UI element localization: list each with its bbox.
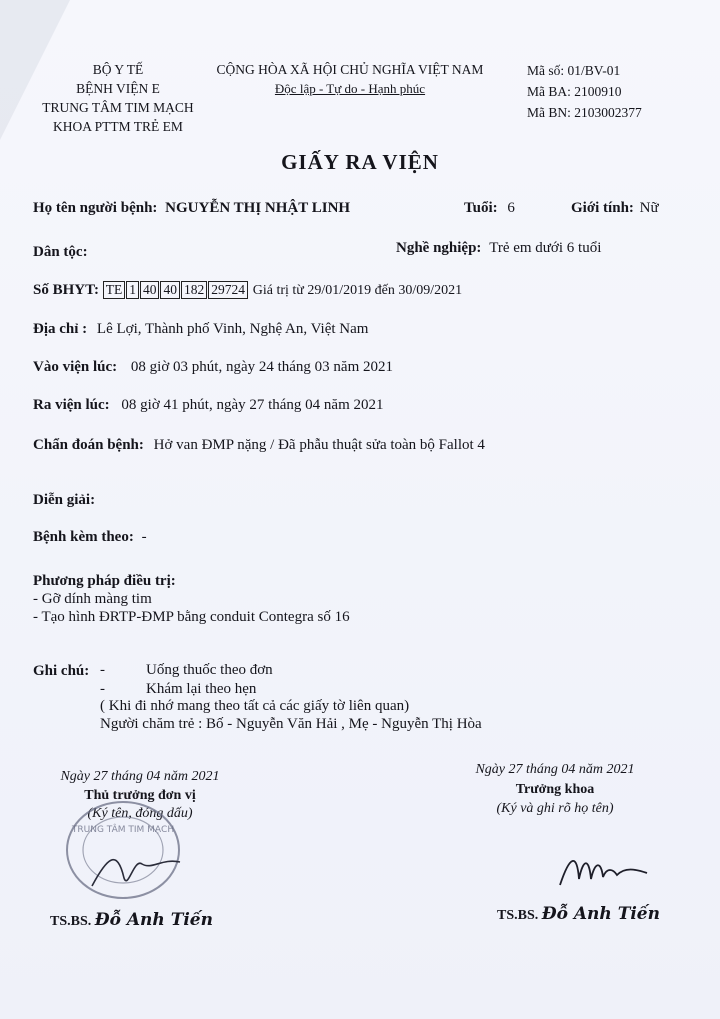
left-signer-name: Đỗ Anh Tiến: [94, 910, 213, 930]
comorbidity-label: Bệnh kèm theo:: [33, 529, 134, 545]
patient-name: NGUYỄN THỊ NHẬT LINH: [165, 200, 351, 216]
form-code: Mã số: 01/BV-01: [527, 63, 621, 78]
note-item: Khám lại theo hẹn: [146, 681, 257, 697]
insurance-box: TE: [103, 281, 126, 299]
nation-name: CỘNG HÒA XÃ HỘI CHỦ NGHĨA VIỆT NAM: [216, 62, 484, 77]
national-motto: Độc lập - Tự do - Hạnh phúc: [274, 81, 426, 96]
notes-dash: -: [100, 662, 105, 678]
official-stamp: [62, 798, 184, 903]
diagnosis-value: Hở van ĐMP nặng / Đã phẫu thuật sửa toàn bộ Fallot 4: [153, 437, 485, 453]
comorbidity-row: [33, 529, 147, 546]
address-label: Địa chỉ :: [33, 321, 88, 337]
name-label: Họ tên người bệnh:: [33, 200, 158, 216]
right-signer: [497, 904, 660, 924]
left-sign-role: Thủ trưởng đơn vị: [84, 788, 196, 803]
age-label: Tuổi:: [464, 200, 498, 216]
document-title: GIẤY RA VIỆN: [281, 150, 439, 174]
gender-field: [571, 200, 659, 217]
treatment-item: - Gỡ dính màng tim: [33, 591, 152, 607]
medical-record-code: Mã BA: 2100910: [527, 84, 622, 99]
note-reminder: ( Khi đi nhớ mang theo tất cả các giấy tờ liên quan): [100, 698, 410, 714]
ministry-block: [18, 60, 218, 136]
insurance-label: Số BHYT:: [33, 282, 99, 298]
comorbidity-value: -: [141, 529, 147, 545]
occupation-value: Trẻ em dưới 6 tuổi: [489, 240, 602, 256]
record-codes: [527, 60, 642, 123]
caregiver-line: Người chăm trẻ : Bố - Nguyễn Văn Hải , Mẹ - Nguyễn Thị Hòa: [100, 716, 482, 732]
insurance-row: [33, 281, 462, 299]
department-line: KHOA PTTM TRẺ EM: [53, 119, 183, 134]
notes-heading: Ghi chú:: [33, 663, 90, 679]
stamp-text: TRUNG TÂM TIM MẠCH: [71, 825, 175, 835]
patient-code: Mã BN: 2103002377: [527, 105, 642, 120]
center-line: TRUNG TÂM TIM MẠCH: [42, 100, 194, 115]
admission-row: [33, 359, 393, 376]
ethnicity-field: [33, 244, 88, 261]
treatment-heading: Phương pháp điều trị:: [33, 573, 176, 589]
ministry-line: BỘ Y TẾ: [92, 62, 144, 77]
notes-dash: -: [100, 681, 105, 697]
discharge-row: [33, 397, 384, 414]
gender-label: Giới tính:: [571, 200, 634, 216]
insurance-validity: Giá trị từ 29/01/2019 đến 30/09/2021: [252, 283, 463, 298]
insurance-box: 29724: [208, 281, 248, 299]
admission-label: Vào viện lúc:: [33, 359, 118, 375]
right-signer-prefix: TS.BS.: [497, 908, 539, 923]
right-sign-role: Trưởng khoa: [515, 782, 595, 797]
address-value: Lê Lợi, Thành phố Vinh, Nghệ An, Việt Nam: [96, 321, 369, 337]
left-sign-date: Ngày 27 tháng 04 năm 2021: [60, 769, 220, 784]
insurance-box: 40: [160, 281, 180, 299]
admission-value: 08 giờ 03 phút, ngày 24 tháng 03 năm 2021: [130, 359, 393, 375]
left-sign-instruction: (Ký tên, đóng dấu): [87, 806, 193, 821]
hospital-line: BỆNH VIỆN E: [76, 81, 160, 96]
right-signer-name: Đỗ Anh Tiến: [541, 904, 660, 924]
notes-label: [33, 663, 89, 680]
right-signature: [555, 845, 655, 893]
right-sign-instruction: (Ký và ghi rõ họ tên): [496, 801, 614, 816]
left-signer-prefix: TS.BS.: [50, 914, 92, 929]
occupation-label: Nghề nghiệp:: [396, 240, 482, 256]
age-field: [464, 200, 515, 217]
discharge-value: 08 giờ 41 phút, ngày 27 tháng 04 năm 2021: [121, 397, 384, 413]
insurance-box: 40: [140, 281, 160, 299]
insurance-box: 182: [181, 281, 207, 299]
right-sign-date: Ngày 27 tháng 04 năm 2021: [475, 762, 635, 777]
patient-name-row: [33, 200, 350, 217]
gender-value: Nữ: [639, 200, 659, 216]
discharge-label: Ra viện lúc:: [33, 397, 110, 413]
occupation-field: [396, 240, 601, 257]
insurance-box: 1: [126, 281, 139, 299]
ethnicity-label: Dân tộc:: [33, 244, 88, 260]
diagnosis-row: [33, 437, 485, 454]
left-signature-stroke: [92, 860, 180, 886]
age-value: 6: [507, 200, 515, 216]
nation-block: [190, 60, 510, 98]
treatment-item: - Tạo hình ĐRTP-ĐMP bằng conduit Contegra số 16: [33, 609, 350, 625]
diagnosis-label: Chẩn đoán bệnh:: [33, 437, 144, 453]
treatment-label: [33, 573, 176, 590]
note-item: Uống thuốc theo đơn: [146, 662, 273, 678]
address-row: [33, 321, 368, 338]
left-signer: [50, 910, 213, 930]
explanation-row: [33, 492, 95, 509]
explanation-label: Diễn giải:: [33, 492, 96, 508]
